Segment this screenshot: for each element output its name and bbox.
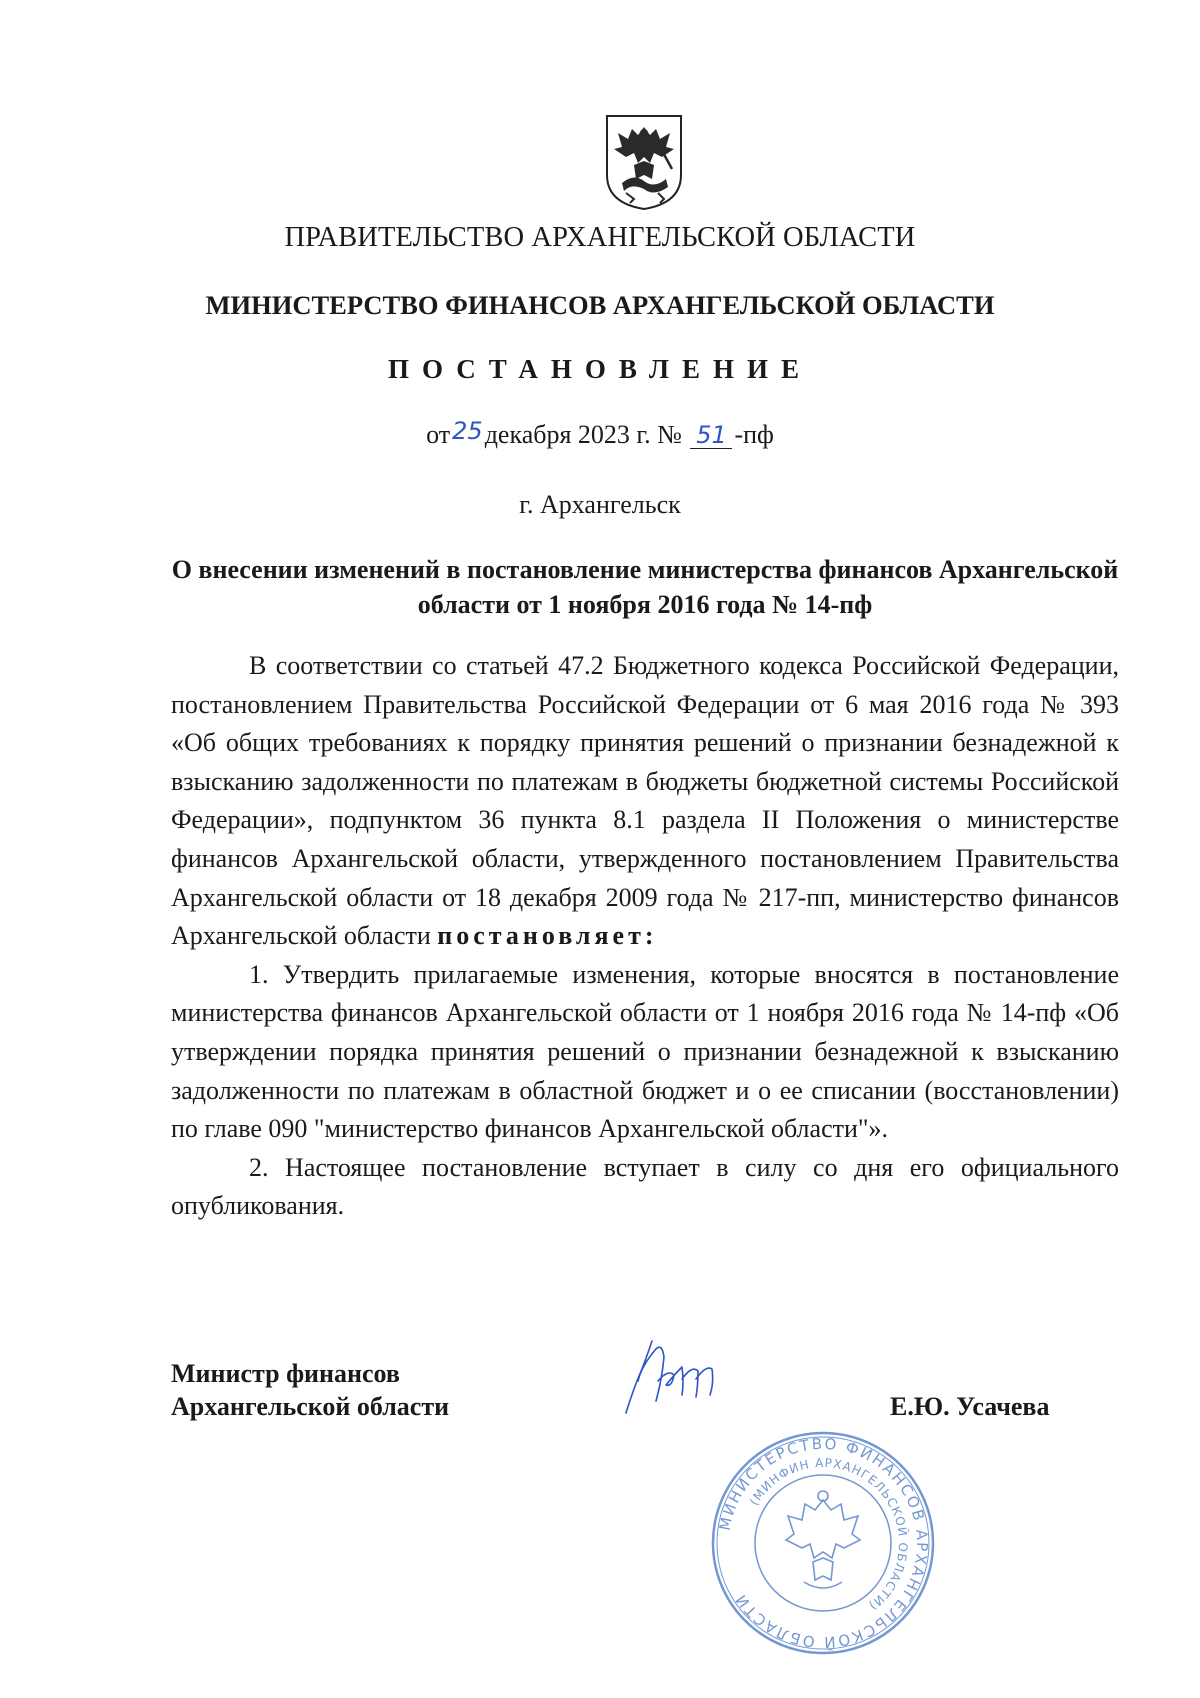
handwritten-number: 51 <box>696 421 727 449</box>
item-1-paragraph: 1. Утвердить прилагаемые изменения, которые вносятся в постановление министерства финансов Архангельской области от 1 ноября 2016 года № 14-пф «Об утверждении порядка принятия решений о признании безнадежной к взысканию задолженности по платежам в областной бюджет и о ее списании (восстановлении) по главе 090 "министерство финансов Архангельской области"». <box>171 959 1119 1144</box>
government-title: ПРАВИТЕЛЬСТВО АРХАНГЕЛЬСКОЙ ОБЛАСТИ <box>284 222 916 253</box>
city-line: г. Архангельск <box>519 490 681 519</box>
stamp-inner-text: (МИНФИН АРХАНГЕЛЬСКОЙ ОБЛАСТИ) <box>746 1455 911 1614</box>
preamble-paragraph <box>171 647 1119 956</box>
document-body <box>171 647 1119 1226</box>
date-prefix: от <box>426 420 451 449</box>
number-suffix: -пф <box>734 420 774 449</box>
handwritten-signature <box>612 1335 732 1420</box>
position-line-2: Архангельской области <box>171 1392 450 1421</box>
handwritten-day: 25 <box>452 417 483 445</box>
signatory-name: Е.Ю. Усачева <box>890 1392 1050 1421</box>
number-blank <box>690 422 732 449</box>
ministry-title: МИНИСТЕРСТВО ФИНАНСОВ АРХАНГЕЛЬСКОЙ ОБЛАСТИ <box>205 290 995 320</box>
document-type: ПОСТАНОВЛЕНИЕ <box>387 354 813 384</box>
official-seal-stamp <box>710 1430 936 1656</box>
svg-text:(МИНФИН АРХАНГЕЛЬСКОЙ ОБЛАСТИ) <box>747 1456 911 1613</box>
date-rest: декабря 2023 г. № <box>484 420 682 449</box>
stamp-outer-text: МИНИСТЕРСТВО ФИНАНСОВ АРХАНГЕЛЬСКОЙ ОБЛАСТИ <box>715 1434 932 1652</box>
signatory-position <box>171 1357 449 1423</box>
item-2-paragraph: 2. Настоящее постановление вступает в силу со дня его официального опубликования. <box>171 1152 1119 1221</box>
date-number-line <box>0 417 1200 450</box>
preamble-text: В соответствии со статьей 47.2 Бюджетного кодекса Российской Федерации, постановлением Правительства Российской Федерации от 6 мая 2016 года № 393 «Об общих требованиях к порядку принятия решений о признании безнадежной к взысканию задолженности по платежам в бюджеты бюджетной системы Российской Федерации», подпунктом 36 пункта 8.1 раздела II Положения о министерстве финансов Архангельской области, утвержденного постановлением Правительства Архангельской области от 18 декабря 2009 года № 217-пп, министерство финансов Архангельской области <box>171 651 1119 951</box>
resolves-word: постановляет: <box>437 921 658 951</box>
coat-of-arms-icon <box>604 113 684 211</box>
position-line-1: Министр финансов <box>171 1359 400 1388</box>
document-subject: О внесении изменений в постановление министерства финансов Архангельской области от 1 ноября 2016 года № 14-пф <box>171 555 1119 619</box>
